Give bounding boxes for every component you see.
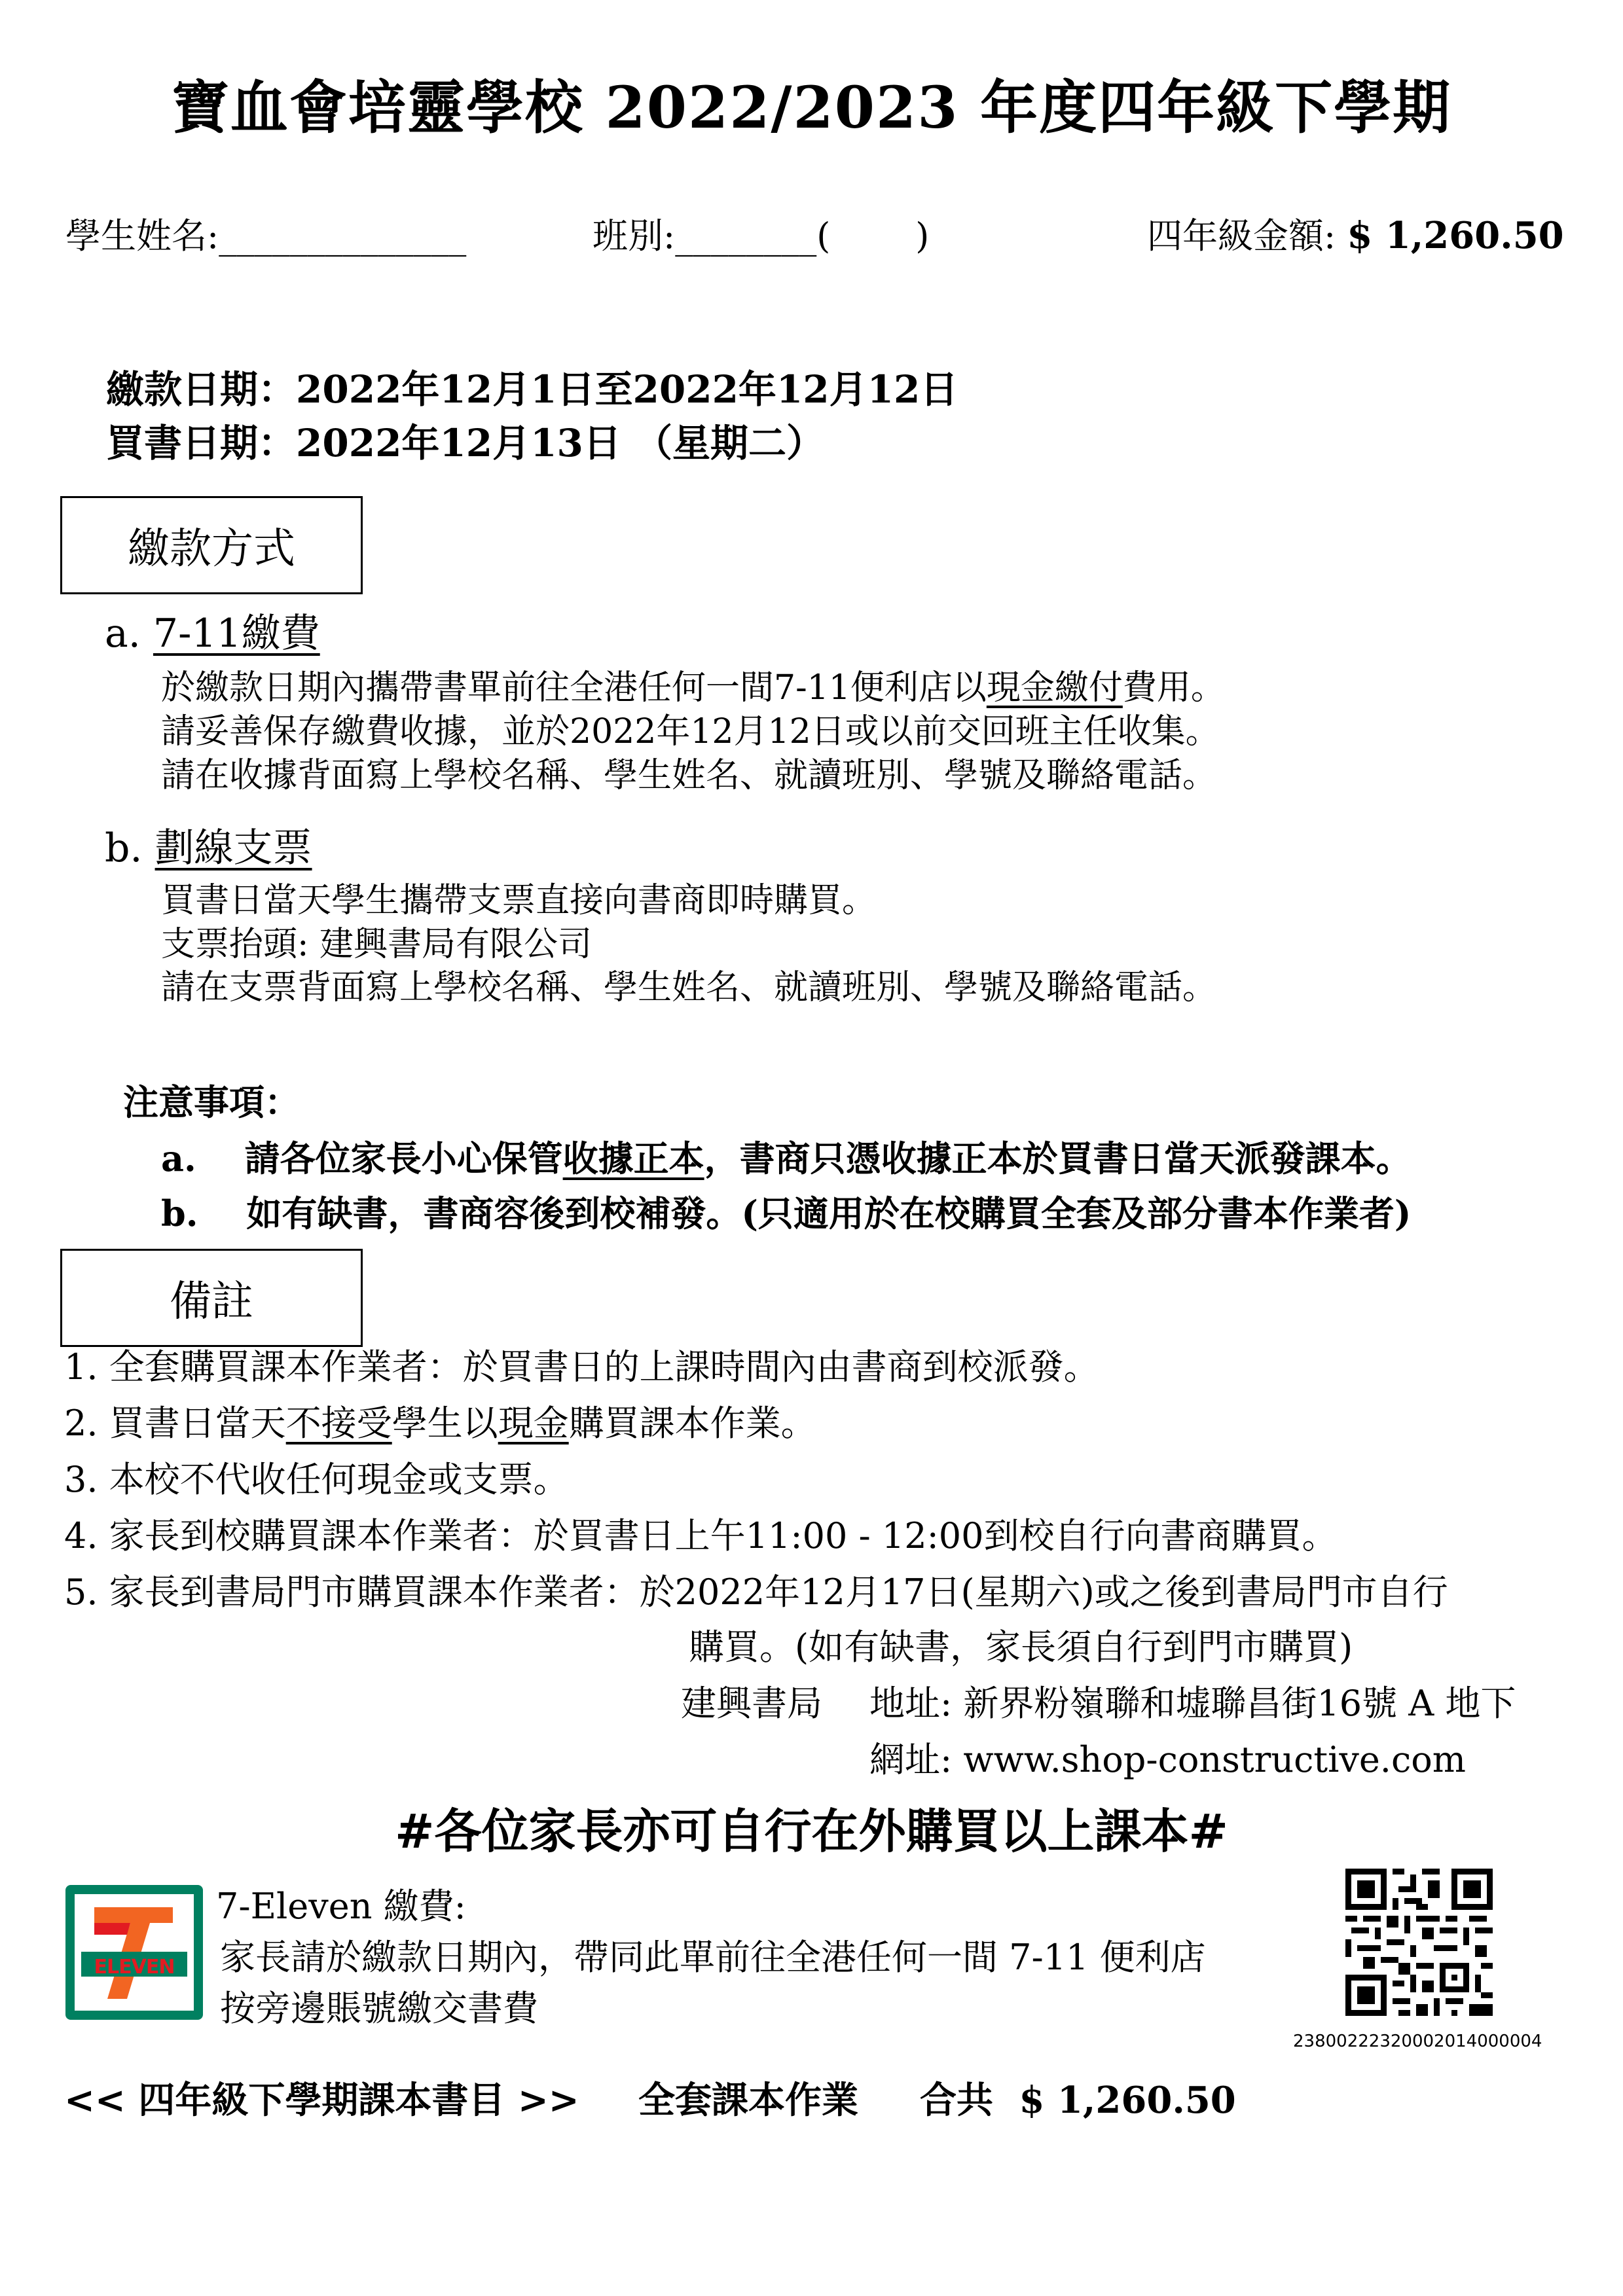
remark-2-post: 購買課本作業。 bbox=[568, 1403, 816, 1444]
note-a-marker: a. bbox=[161, 1138, 196, 1179]
total-label: 合共 bbox=[920, 2079, 993, 2122]
remark-3: 3. 本校不代收任何現金或支票。 bbox=[64, 1459, 569, 1500]
method-a-line2: 請妥善保存繳費收據，並於2022年12月12日或以前交回班主任收集。 bbox=[161, 712, 1220, 751]
method-b-title bbox=[105, 817, 312, 873]
payment-method-heading-text: 繳款方式 bbox=[128, 525, 295, 573]
grade-amount bbox=[1147, 208, 1564, 259]
payment-dates: 繳款日期：2022年12月1日至2022年12月12日 bbox=[106, 367, 958, 412]
payment-method-heading bbox=[60, 496, 363, 594]
notes-title: 注意事項： bbox=[123, 1081, 300, 1123]
method-b-marker: b. bbox=[105, 825, 143, 871]
method-b-line1: 買書日當天學生攜帶支票直接向書商即時購買。 bbox=[161, 881, 877, 920]
full-set-label: 全套課本作業 bbox=[638, 2079, 858, 2122]
qr-code-icon bbox=[1345, 1869, 1493, 2016]
purchase-date: 買書日期：2022年12月13日 （星期二） bbox=[106, 421, 825, 465]
seven-eleven-line2: 按旁邊賬號繳交書費 bbox=[220, 1988, 538, 2029]
method-b-line3: 請在支票背面寫上學校名稱、學生姓名、就讀班別、學號及聯絡電話。 bbox=[161, 968, 1217, 1007]
remark-1: 1. 全套購買課本作業者：於買書日的上課時間內由書商到校派發。 bbox=[64, 1346, 1099, 1388]
note-a bbox=[161, 1131, 1412, 1181]
method-a-line1-pre: 於繳款日期內攜帶書單前往全港任何一間7-11便利店以 bbox=[161, 668, 987, 708]
seven-eleven-logo-text: ELEVEN bbox=[94, 1956, 175, 1979]
method-a-line3: 請在收據背面寫上學校名稱、學生姓名、就讀班別、學號及聯絡電話。 bbox=[161, 756, 1217, 795]
note-b-marker: b. bbox=[161, 1193, 198, 1234]
remark-2-mid: 學生以 bbox=[392, 1403, 498, 1444]
account-number: 23800222320002014000004 bbox=[1293, 2032, 1542, 2051]
method-a-line1 bbox=[161, 666, 1225, 709]
class-label: 班別:________( bbox=[593, 215, 831, 257]
store-name: 建興書局 bbox=[681, 1683, 822, 1724]
promo-line: #各位家長亦可自行在外購買以上課本# bbox=[395, 1803, 1228, 1859]
method-b-title-text: 劃線支票 bbox=[155, 825, 312, 871]
note-a-post: ，書商只憑收據正本於買書日當天派發課本。 bbox=[704, 1138, 1412, 1179]
seven-eleven-heading: 7-Eleven 繳費: bbox=[216, 1886, 466, 1927]
note-b-text: 如有缺書，書商容後到校補發。(只適用於在校購買全套及部分書本作業者) bbox=[246, 1193, 1412, 1234]
page-title: 寶血會培靈學校 2022/2023 年度四年級下學期 bbox=[171, 73, 1452, 141]
seven-icon bbox=[75, 1894, 194, 2011]
method-a-title bbox=[105, 602, 320, 658]
book-list-label: << 四年級下學期課本書目 >> bbox=[64, 2079, 579, 2122]
store-website[interactable]: 網址: www.shop-constructive.com bbox=[869, 1739, 1466, 1780]
method-a-line1-post: 費用。 bbox=[1122, 668, 1225, 708]
remark-5-continued: 購買。(如有缺書，家長須自行到門市購買) bbox=[689, 1626, 1353, 1668]
seven-eleven-logo bbox=[65, 1885, 203, 2020]
total-value: $ 1,260.50 bbox=[1019, 2079, 1236, 2122]
note-a-pre: 請各位家長小心保管 bbox=[244, 1138, 563, 1179]
class-field[interactable] bbox=[593, 208, 929, 259]
note-b bbox=[161, 1186, 1411, 1236]
remarks-heading bbox=[60, 1249, 363, 1347]
seven-eleven-line1: 家長請於繳款日期內，帶同此單前往全港任何一間 7-11 便利店 bbox=[220, 1937, 1206, 1978]
remark-2-pre: 2. 買書日當天 bbox=[64, 1403, 286, 1444]
remarks-heading-text: 備註 bbox=[170, 1278, 253, 1326]
note-a-underlined: 收據正本 bbox=[562, 1138, 704, 1179]
grade-amount-label: 四年級金額: bbox=[1147, 215, 1336, 257]
class-close: ) bbox=[915, 215, 930, 257]
store-address: 地址: 新界粉嶺聯和墟聯昌街16號 A 地下 bbox=[869, 1683, 1516, 1724]
method-b-line2: 支票抬頭: 建興書局有限公司 bbox=[161, 925, 593, 964]
remark-5: 5. 家長到書局門市購買課本作業者：於2022年12月17日(星期六)或之後到書局門市自行 bbox=[64, 1571, 1448, 1613]
remark-2-underlined-1: 不接受 bbox=[285, 1403, 392, 1444]
method-a-title-text: 7-11繳費 bbox=[153, 611, 320, 656]
student-name-field[interactable]: 學生姓名:______________ bbox=[65, 215, 467, 257]
method-a-line1-underlined: 現金繳付 bbox=[986, 668, 1123, 708]
method-a-marker: a. bbox=[105, 611, 141, 656]
remark-2 bbox=[64, 1395, 816, 1446]
grade-amount-value: $ 1,260.50 bbox=[1347, 214, 1564, 257]
remark-2-underlined-2: 現金 bbox=[498, 1403, 569, 1444]
remark-4: 4. 家長到校購買課本作業者：於買書日上午11:00 - 12:00到校自行向書商購買。 bbox=[64, 1515, 1338, 1556]
total-amount bbox=[920, 2072, 1236, 2124]
